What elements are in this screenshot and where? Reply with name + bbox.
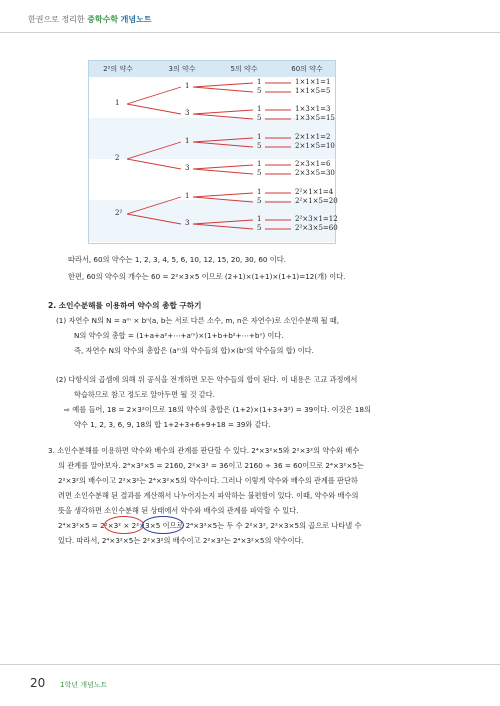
header-prefix: 한권으로 정리한: [28, 15, 85, 24]
tree-node-power-of-2: 2: [115, 154, 120, 162]
tree-node-power-of-3: 3: [185, 164, 190, 172]
tree-branch: [193, 197, 253, 202]
tree-node-power-of-5: 1: [257, 160, 262, 168]
header-brand-green: 중학수학: [87, 15, 119, 24]
section-3-line-6: 2⁴×3²×5 = 2²×3² × 2²×3×5 이므로 2⁴×3²×5는 두 수 2²×3², 2²×3×5의 곱으로 나타낼 수: [58, 521, 362, 530]
tree-node-power-of-5: 5: [257, 142, 262, 150]
tree-node-power-of-3: 3: [185, 109, 190, 117]
tree-branch: [193, 114, 253, 119]
tree-node-power-of-5: 1: [257, 215, 262, 223]
tree-result: 1×1×1=1: [295, 78, 331, 86]
tree-result: 2²×3×5=60: [295, 224, 338, 232]
header-brand-blue: 개념노트: [120, 15, 152, 24]
blue-circle-highlight: [142, 516, 184, 534]
section-3-line-7: 있다. 따라서, 2⁴×3²×5는 2²×3²의 배수이고 2²×3²는 2⁴×3²×5의 약수이다.: [58, 536, 304, 545]
tree-node-power-of-5: 5: [257, 114, 262, 122]
tree-result: 1×3×1=3: [295, 105, 331, 113]
red-circle-highlight: [104, 516, 144, 534]
section-3-line-4: 려면 소인수분해 된 결과를 계산해서 나누어지는지 파악하는 불편함이 있다. 이때, 약수와 배수의: [58, 491, 359, 500]
tree-branch: [193, 224, 253, 229]
tree-node-power-of-5: 5: [257, 87, 262, 95]
tree-result: 2²×3×1=12: [295, 215, 338, 223]
tree-node-power-of-5: 5: [257, 197, 262, 205]
section-3-line-5: 뜻을 생각하면 소인수분해 된 상태에서 약수와 배수의 관계를 파악할 수 있다.: [58, 506, 299, 515]
tree-node-power-of-2: 2²: [115, 209, 123, 217]
tree-branch: [127, 197, 181, 214]
tree-node-power-of-5: 5: [257, 224, 262, 232]
tree-branch: [193, 110, 253, 114]
tree-node-power-of-3: 1: [185, 137, 190, 145]
tree-branch: [193, 220, 253, 224]
section-3-line-1: 3. 소인수분해를 이용하면 약수와 배수의 관계를 판단할 수 있다. 2⁴×3²×5와 2²×3²의 약수와 배수: [48, 446, 360, 455]
tree-node-power-of-3: 1: [185, 82, 190, 90]
table-header-cell: 5의 약수: [230, 65, 258, 73]
tree-result: 2²×1×5=20: [295, 197, 338, 205]
table-header-cell: 2²의 약수: [103, 65, 133, 73]
tree-node-power-of-3: 3: [185, 219, 190, 227]
tree-branch: [127, 87, 181, 104]
footer-divider: [0, 664, 500, 665]
tree-node-power-of-5: 1: [257, 188, 262, 196]
table-header-cell: 3의 약수: [168, 65, 196, 73]
section-2-item-2-line-2: 학습하므로 참고 정도로 알아두면 될 것 같다.: [74, 390, 215, 399]
tree-branch: [193, 169, 253, 174]
running-header: [28, 14, 152, 25]
section-2-title: 2. 소인수분해를 이용하여 약수의 총합 구하기: [48, 301, 202, 310]
tree-result: 2²×1×1=4: [295, 188, 334, 196]
section-3-line-3: 2²×3²의 배수이고 2²×3²는 2⁴×3²×5의 약수이다. 그러나 이렇게 약수와 배수의 관계를 판단하: [58, 476, 358, 485]
tree-result: 1×3×5=15: [295, 114, 335, 122]
tree-node-power-of-5: 5: [257, 169, 262, 177]
tree-branch: [193, 138, 253, 142]
divisor-tree-table: [88, 60, 336, 244]
section-2-item-1: (1) 자연수 N의 N = aᵐ × bⁿ(a, b는 서로 다른 소수, m, n은 자연수)로 소인수분해 될 때,: [56, 316, 340, 325]
header-divider: [0, 32, 500, 33]
tree-node-power-of-2: 1: [115, 99, 120, 107]
tree-node-power-of-3: 1: [185, 192, 190, 200]
section-2-example-line-2: 약수 1, 2, 3, 6, 9, 18의 합 1+2+3+6+9+18 = 39와 같다.: [74, 420, 271, 429]
section-2-example: ⇨ 예를 들어, 18 = 2×3²이므로 18의 약수의 총합은 (1+2)×(1+3+3²) = 39이다. 이것은 18의: [64, 405, 371, 414]
section-2-item-1-line-2: N의 약수의 총합 = (1+a+a²+⋯+aᵐ)×(1+b+b²+⋯+bⁿ) 이다.: [74, 331, 284, 340]
tree-branch: [193, 142, 253, 147]
footer-label: 1학년 개념노트: [60, 681, 108, 689]
section-2-item-2: (2) 다항식의 곱셈에 의해 위 공식을 전개하면 모든 약수들의 합이 된다. 이 내용은 고교 과정에서: [56, 375, 358, 384]
tree-branch: [193, 87, 253, 92]
table-header-cell: 60의 약수: [291, 65, 323, 73]
divisor-list-paragraph: 따라서, 60의 약수는 1, 2, 3, 4, 5, 6, 10, 12, 15, 20, 30, 60 이다.: [68, 255, 286, 264]
tree-branch: [127, 159, 181, 169]
tree-result: 2×1×1=2: [295, 133, 331, 141]
tree-node-power-of-5: 1: [257, 78, 262, 86]
tree-branch: [193, 193, 253, 197]
tree-result: 1×1×5=5: [295, 87, 331, 95]
page-number: 20: [30, 676, 46, 690]
tree-branch: [193, 83, 253, 87]
tree-branch: [127, 104, 181, 114]
section-2-item-1-line-3: 즉, 자연수 N의 약수의 총합은 (aᵐ의 약수들의 합)×(bⁿ의 약수들의 합) 이다.: [74, 346, 314, 355]
section-3-line-2: 의 관계를 알아보자. 2⁴×3²×5 = 2160, 2²×3² = 36이고 2160 ÷ 36 = 60이므로 2⁴×3²×5는: [58, 461, 364, 470]
tree-node-power-of-5: 1: [257, 133, 262, 141]
divisor-count-paragraph: 한편, 60의 약수의 개수는 60 = 2²×3×5 이므로 (2+1)×(1+1)×(1+1)=12(개) 이다.: [68, 272, 346, 281]
tree-result: 2×1×5=10: [295, 142, 335, 150]
tree-node-power-of-5: 1: [257, 105, 262, 113]
tree-branch: [127, 214, 181, 224]
tree-branch: [193, 165, 253, 169]
tree-branch: [127, 142, 181, 159]
tree-result: 2×3×1=6: [295, 160, 331, 168]
tree-result: 2×3×5=30: [295, 169, 335, 177]
